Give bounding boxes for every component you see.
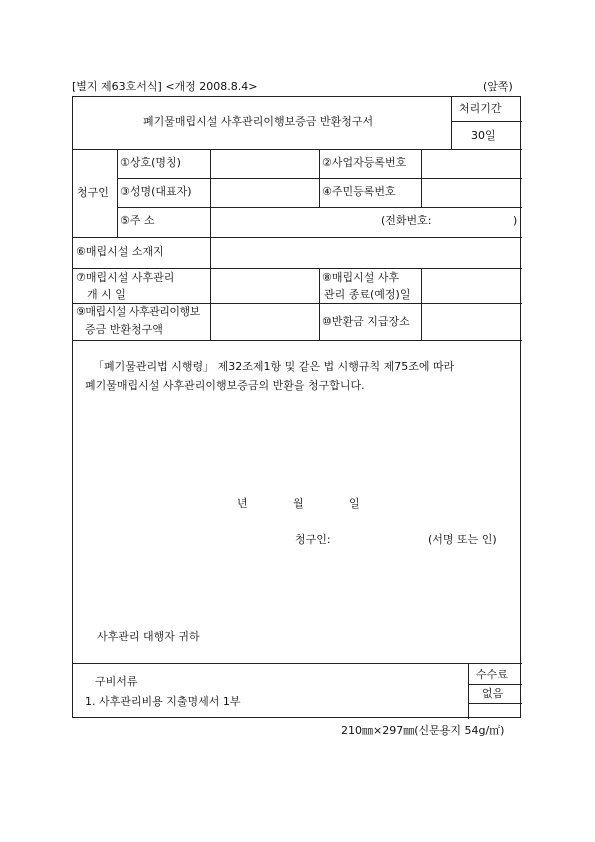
business-number-field[interactable]	[422, 150, 521, 177]
business-number-label: ②사업자등록번호	[322, 156, 407, 169]
phone-label: (전화번호:	[381, 214, 432, 227]
address-label: ⑤주 소	[120, 214, 155, 227]
end-date-label-line1: ⑧매립시설 사후	[322, 271, 400, 284]
bond-amount-field[interactable]	[211, 304, 318, 339]
resident-number-field[interactable]	[422, 179, 521, 206]
signature-label: (서명 또는 인)	[428, 533, 497, 546]
request-text-line1: 「폐기물관리법 시행령」 제32조제1항 및 같은 법 시행규칙 제75조에 따라	[93, 360, 455, 373]
required-documents-title: 구비서류	[95, 675, 138, 688]
fee-value: 없음	[482, 687, 504, 700]
paper-spec: 210㎜×297㎜(신문용지 54g/㎡)	[341, 724, 505, 737]
representative-name-field[interactable]	[211, 179, 318, 206]
phone-field[interactable]	[453, 208, 513, 236]
form-title: 폐기물매립시설 사후관리이행보증금 반환청구서	[143, 115, 374, 128]
applicant-group-label: 청구인	[77, 186, 109, 199]
bond-amount-label-line2: 증금 반환청구액	[85, 323, 163, 336]
payment-place-field[interactable]	[422, 304, 521, 339]
claimant-name-field[interactable]	[345, 529, 425, 549]
request-text-line2: 폐기물매립시설 사후관리이행보증금의 반환을 청구합니다.	[85, 379, 365, 392]
start-date-label-line2: 개 시 일	[87, 288, 126, 301]
required-document-item: 1. 사후관리비용 지출명세서 1부	[85, 695, 241, 708]
resident-number-label: ④주민등록번호	[322, 185, 396, 198]
landfill-location-field[interactable]	[211, 238, 521, 267]
fee-label: 수수료	[476, 668, 508, 681]
processing-period-value: 30일	[471, 129, 496, 142]
recipient-label: 사후관리 대행자 귀하	[97, 630, 200, 643]
start-date-field[interactable]	[211, 269, 318, 302]
application-form	[72, 96, 521, 718]
page-side-label: (앞쪽)	[483, 80, 513, 93]
address-field[interactable]	[211, 208, 381, 236]
end-date-label-line2: 관리 종료(예정)일	[324, 288, 411, 301]
claimant-label: 청구인:	[295, 533, 331, 546]
company-name-field[interactable]	[211, 150, 318, 177]
date-day-label: 일	[349, 497, 360, 510]
payment-place-label: ⑩반환금 지급장소	[322, 315, 410, 328]
bond-amount-label-line1: ⑨매립시설 사후관리이행보	[76, 305, 200, 318]
date-month-label: 월	[293, 497, 304, 510]
company-name-label: ①상호(명칭)	[120, 156, 181, 169]
end-date-field[interactable]	[422, 269, 521, 302]
phone-close: )	[513, 214, 518, 227]
form-number: [별지 제63호서식] <개정 2008.8.4>	[72, 80, 258, 93]
start-date-label-line1: ⑦매립시설 사후관리	[76, 271, 175, 284]
processing-period-label: 처리기간	[459, 102, 502, 115]
landfill-location-label: ⑥매립시설 소재지	[76, 245, 164, 258]
representative-name-label: ③성명(대표자)	[120, 185, 192, 198]
date-year-label: 년	[237, 497, 248, 510]
